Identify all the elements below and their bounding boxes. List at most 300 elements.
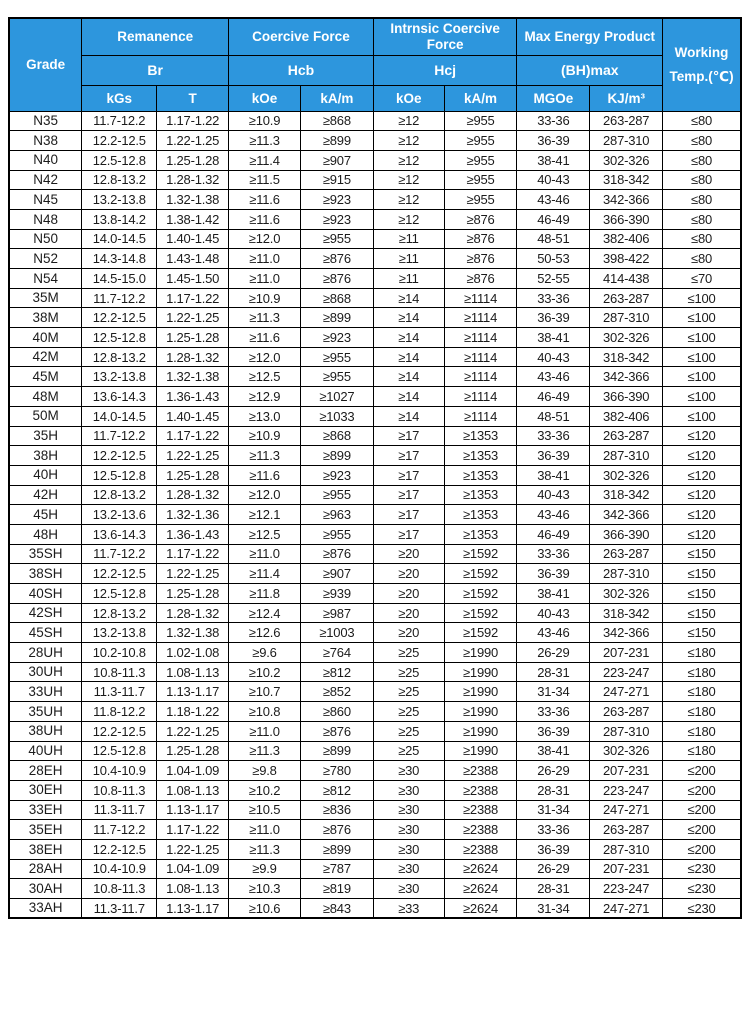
value-cell: ≤80: [663, 170, 741, 190]
value-cell: ≥11.4: [229, 150, 301, 170]
value-cell: 287-310: [590, 446, 663, 466]
working-temp-line2: Temp.(℃): [669, 69, 734, 85]
unit-bhmax-mgoe: MGOe: [517, 85, 590, 111]
symbol-bhmax: (BH)max: [517, 55, 663, 85]
value-cell: 31-34: [517, 800, 590, 820]
value-cell: ≥955: [444, 150, 517, 170]
value-cell: 12.2-12.5: [82, 308, 157, 328]
value-cell: 366-390: [590, 524, 663, 544]
value-cell: ≥923: [300, 465, 373, 485]
value-cell: 40-43: [517, 485, 590, 505]
value-cell: ≥876: [444, 249, 517, 269]
value-cell: ≥12.9: [229, 387, 301, 407]
value-cell: 11.7-12.2: [82, 111, 157, 131]
value-cell: ≤80: [663, 249, 741, 269]
value-cell: ≥1990: [444, 662, 517, 682]
value-cell: ≥1114: [444, 387, 517, 407]
value-cell: ≤100: [663, 308, 741, 328]
value-cell: ≥10.9: [229, 288, 301, 308]
value-cell: ≥955: [444, 111, 517, 131]
value-cell: ≥11.0: [229, 721, 301, 741]
value-cell: ≥2388: [444, 839, 517, 859]
table-row: [9, 111, 741, 131]
grade-cell: N50: [9, 229, 82, 249]
grade-cell: 38EH: [9, 839, 82, 859]
value-cell: ≤100: [663, 406, 741, 426]
value-cell: ≥13.0: [229, 406, 301, 426]
col-group-remanence: Remanence: [82, 18, 229, 55]
value-cell: 1.25-1.28: [157, 741, 229, 761]
value-cell: ≤120: [663, 446, 741, 466]
value-cell: ≥1353: [444, 446, 517, 466]
value-cell: 223-247: [590, 780, 663, 800]
value-cell: ≥764: [300, 643, 373, 663]
value-cell: 12.5-12.8: [82, 465, 157, 485]
value-cell: ≥14: [373, 406, 444, 426]
value-cell: ≥1990: [444, 643, 517, 663]
col-group-intrinsic-coercive-force: Intrnsic Coercive Force: [373, 18, 517, 55]
grade-cell: 28UH: [9, 643, 82, 663]
value-cell: 1.38-1.42: [157, 209, 229, 229]
value-cell: ≥2388: [444, 761, 517, 781]
table-row: [9, 879, 741, 899]
table-row: [9, 800, 741, 820]
value-cell: ≥2624: [444, 859, 517, 879]
value-cell: 1.32-1.38: [157, 190, 229, 210]
value-cell: ≥876: [300, 249, 373, 269]
value-cell: ≥14: [373, 387, 444, 407]
value-cell: ≥25: [373, 662, 444, 682]
value-cell: 247-271: [590, 800, 663, 820]
value-cell: 46-49: [517, 209, 590, 229]
grade-cell: 33UH: [9, 682, 82, 702]
value-cell: ≥923: [300, 328, 373, 348]
value-cell: ≤150: [663, 564, 741, 584]
value-cell: 12.5-12.8: [82, 741, 157, 761]
value-cell: 1.36-1.43: [157, 524, 229, 544]
value-cell: ≥955: [300, 524, 373, 544]
value-cell: 1.40-1.45: [157, 406, 229, 426]
table-row: [9, 269, 741, 289]
value-cell: ≤100: [663, 367, 741, 387]
value-cell: ≥1114: [444, 347, 517, 367]
value-cell: ≥30: [373, 820, 444, 840]
value-cell: 36-39: [517, 308, 590, 328]
value-cell: 398-422: [590, 249, 663, 269]
value-cell: ≤100: [663, 288, 741, 308]
grade-cell: 35SH: [9, 544, 82, 564]
value-cell: ≤200: [663, 800, 741, 820]
table-row: [9, 643, 741, 663]
value-cell: ≥10.9: [229, 111, 301, 131]
value-cell: ≥1033: [300, 406, 373, 426]
value-cell: 38-41: [517, 584, 590, 604]
value-cell: ≥12.5: [229, 367, 301, 387]
value-cell: 12.2-12.5: [82, 839, 157, 859]
value-cell: 26-29: [517, 859, 590, 879]
value-cell: 287-310: [590, 131, 663, 151]
value-cell: ≥12.6: [229, 623, 301, 643]
grade-cell: 35H: [9, 426, 82, 446]
value-cell: ≥955: [300, 367, 373, 387]
table-row: [9, 308, 741, 328]
value-cell: ≥1353: [444, 524, 517, 544]
value-cell: ≤120: [663, 485, 741, 505]
value-cell: 36-39: [517, 839, 590, 859]
value-cell: 1.45-1.50: [157, 269, 229, 289]
value-cell: 1.28-1.32: [157, 170, 229, 190]
value-cell: ≤150: [663, 584, 741, 604]
value-cell: 263-287: [590, 111, 663, 131]
value-cell: ≥20: [373, 564, 444, 584]
value-cell: ≥1592: [444, 603, 517, 623]
value-cell: 43-46: [517, 367, 590, 387]
value-cell: ≤180: [663, 643, 741, 663]
value-cell: 1.18-1.22: [157, 702, 229, 722]
table-row: [9, 584, 741, 604]
value-cell: 38-41: [517, 741, 590, 761]
value-cell: ≥11.8: [229, 584, 301, 604]
value-cell: ≥963: [300, 505, 373, 525]
value-cell: 12.2-12.5: [82, 131, 157, 151]
value-cell: ≤150: [663, 603, 741, 623]
unit-hcj-koe: kOe: [373, 85, 444, 111]
grade-cell: 42M: [9, 347, 82, 367]
table-row: [9, 761, 741, 781]
value-cell: ≥1114: [444, 308, 517, 328]
value-cell: 263-287: [590, 820, 663, 840]
grade-cell: 35UH: [9, 702, 82, 722]
value-cell: ≥25: [373, 682, 444, 702]
value-cell: ≥1353: [444, 465, 517, 485]
value-cell: ≥1592: [444, 564, 517, 584]
value-cell: ≥10.2: [229, 780, 301, 800]
value-cell: 31-34: [517, 682, 590, 702]
value-cell: ≥11.3: [229, 308, 301, 328]
value-cell: 14.3-14.8: [82, 249, 157, 269]
value-cell: 10.4-10.9: [82, 859, 157, 879]
value-cell: ≥10.2: [229, 662, 301, 682]
value-cell: 287-310: [590, 308, 663, 328]
value-cell: ≥17: [373, 505, 444, 525]
value-cell: 247-271: [590, 899, 663, 919]
value-cell: ≥17: [373, 446, 444, 466]
table-row: [9, 170, 741, 190]
value-cell: 43-46: [517, 505, 590, 525]
grade-cell: 40H: [9, 465, 82, 485]
value-cell: ≥876: [300, 269, 373, 289]
value-cell: ≥2388: [444, 780, 517, 800]
value-cell: ≥852: [300, 682, 373, 702]
value-cell: 1.32-1.36: [157, 505, 229, 525]
value-cell: ≤180: [663, 721, 741, 741]
value-cell: 1.25-1.28: [157, 465, 229, 485]
table-row: [9, 347, 741, 367]
value-cell: 1.13-1.17: [157, 800, 229, 820]
table-row: [9, 682, 741, 702]
value-cell: 14.0-14.5: [82, 229, 157, 249]
value-cell: ≥25: [373, 643, 444, 663]
value-cell: ≥12.0: [229, 229, 301, 249]
grade-cell: 40M: [9, 328, 82, 348]
value-cell: 1.36-1.43: [157, 387, 229, 407]
value-cell: ≥876: [444, 269, 517, 289]
value-cell: 318-342: [590, 170, 663, 190]
value-cell: ≥17: [373, 426, 444, 446]
value-cell: ≥2388: [444, 800, 517, 820]
table-row: [9, 150, 741, 170]
value-cell: ≥955: [300, 229, 373, 249]
value-cell: 11.3-11.7: [82, 682, 157, 702]
value-cell: ≤230: [663, 879, 741, 899]
grade-cell: 45H: [9, 505, 82, 525]
value-cell: 43-46: [517, 623, 590, 643]
value-cell: 13.2-13.8: [82, 367, 157, 387]
grade-cell: N48: [9, 209, 82, 229]
value-cell: ≥11: [373, 229, 444, 249]
value-cell: ≤180: [663, 702, 741, 722]
value-cell: 12.5-12.8: [82, 150, 157, 170]
grade-cell: 48H: [9, 524, 82, 544]
table-row: [9, 662, 741, 682]
grade-cell: N54: [9, 269, 82, 289]
value-cell: ≥14: [373, 347, 444, 367]
value-cell: ≤180: [663, 741, 741, 761]
value-cell: ≤200: [663, 839, 741, 859]
magnet-grades-tbody: [9, 111, 741, 918]
value-cell: ≥899: [300, 131, 373, 151]
value-cell: 302-326: [590, 584, 663, 604]
value-cell: 11.7-12.2: [82, 426, 157, 446]
value-cell: ≥1592: [444, 623, 517, 643]
value-cell: ≥11.4: [229, 564, 301, 584]
value-cell: ≤120: [663, 426, 741, 446]
table-row: [9, 387, 741, 407]
value-cell: 28-31: [517, 780, 590, 800]
value-cell: 1.22-1.25: [157, 131, 229, 151]
value-cell: 48-51: [517, 406, 590, 426]
unit-br-kgs: kGs: [82, 85, 157, 111]
value-cell: ≥2388: [444, 820, 517, 840]
value-cell: 287-310: [590, 564, 663, 584]
table-row: [9, 741, 741, 761]
value-cell: ≥876: [444, 209, 517, 229]
grade-cell: 33AH: [9, 899, 82, 919]
value-cell: ≥987: [300, 603, 373, 623]
value-cell: 12.5-12.8: [82, 328, 157, 348]
value-cell: ≥12.0: [229, 485, 301, 505]
value-cell: 1.13-1.17: [157, 899, 229, 919]
value-cell: 318-342: [590, 603, 663, 623]
value-cell: ≥1592: [444, 544, 517, 564]
value-cell: 1.17-1.22: [157, 111, 229, 131]
value-cell: ≥11.6: [229, 209, 301, 229]
value-cell: ≥923: [300, 190, 373, 210]
value-cell: ≥12: [373, 131, 444, 151]
table-row: [9, 544, 741, 564]
value-cell: ≥876: [444, 229, 517, 249]
value-cell: ≥2624: [444, 879, 517, 899]
value-cell: 11.8-12.2: [82, 702, 157, 722]
value-cell: ≥10.7: [229, 682, 301, 702]
value-cell: 1.08-1.13: [157, 879, 229, 899]
grade-cell: 38H: [9, 446, 82, 466]
value-cell: 14.0-14.5: [82, 406, 157, 426]
grade-cell: N42: [9, 170, 82, 190]
header-row-symbols: [9, 55, 741, 85]
value-cell: 11.7-12.2: [82, 544, 157, 564]
table-row: [9, 820, 741, 840]
value-cell: 1.25-1.28: [157, 328, 229, 348]
value-cell: 263-287: [590, 544, 663, 564]
value-cell: 287-310: [590, 839, 663, 859]
col-group-max-energy-product: Max Energy Product: [517, 18, 663, 55]
value-cell: ≥955: [444, 170, 517, 190]
value-cell: ≥25: [373, 721, 444, 741]
value-cell: 38-41: [517, 150, 590, 170]
value-cell: ≥20: [373, 544, 444, 564]
grade-cell: N40: [9, 150, 82, 170]
value-cell: ≥812: [300, 780, 373, 800]
grade-cell: 38SH: [9, 564, 82, 584]
value-cell: ≥955: [300, 485, 373, 505]
value-cell: ≤80: [663, 131, 741, 151]
value-cell: ≥1114: [444, 288, 517, 308]
header-row-groups: [9, 18, 741, 55]
table-row: [9, 524, 741, 544]
value-cell: ≥11: [373, 269, 444, 289]
value-cell: 13.2-13.6: [82, 505, 157, 525]
table-row: [9, 839, 741, 859]
value-cell: ≥907: [300, 150, 373, 170]
value-cell: 12.2-12.5: [82, 446, 157, 466]
value-cell: 223-247: [590, 662, 663, 682]
value-cell: 223-247: [590, 879, 663, 899]
table-row: [9, 721, 741, 741]
value-cell: ≥12.4: [229, 603, 301, 623]
value-cell: 342-366: [590, 623, 663, 643]
grade-cell: 45M: [9, 367, 82, 387]
value-cell: ≤80: [663, 209, 741, 229]
value-cell: ≥11.3: [229, 839, 301, 859]
value-cell: ≤80: [663, 111, 741, 131]
value-cell: 10.4-10.9: [82, 761, 157, 781]
value-cell: 366-390: [590, 387, 663, 407]
value-cell: 43-46: [517, 190, 590, 210]
value-cell: ≥923: [300, 209, 373, 229]
value-cell: ≥899: [300, 446, 373, 466]
grade-cell: 28AH: [9, 859, 82, 879]
table-row: [9, 505, 741, 525]
value-cell: ≥30: [373, 839, 444, 859]
value-cell: 33-36: [517, 426, 590, 446]
grade-cell: 48M: [9, 387, 82, 407]
value-cell: ≥1990: [444, 721, 517, 741]
grade-cell: N52: [9, 249, 82, 269]
grade-cell: 33EH: [9, 800, 82, 820]
value-cell: 414-438: [590, 269, 663, 289]
value-cell: ≥9.8: [229, 761, 301, 781]
value-cell: 31-34: [517, 899, 590, 919]
grade-cell: 38UH: [9, 721, 82, 741]
value-cell: 1.28-1.32: [157, 485, 229, 505]
value-cell: ≥1990: [444, 741, 517, 761]
value-cell: 318-342: [590, 347, 663, 367]
value-cell: ≥11.0: [229, 544, 301, 564]
value-cell: ≥899: [300, 839, 373, 859]
value-cell: 1.17-1.22: [157, 426, 229, 446]
value-cell: 33-36: [517, 702, 590, 722]
table-row: [9, 780, 741, 800]
value-cell: 33-36: [517, 288, 590, 308]
value-cell: ≥868: [300, 111, 373, 131]
value-cell: ≥11.6: [229, 190, 301, 210]
value-cell: ≥915: [300, 170, 373, 190]
table-row: [9, 603, 741, 623]
value-cell: ≥11.6: [229, 328, 301, 348]
table-row: [9, 249, 741, 269]
value-cell: 12.5-12.8: [82, 584, 157, 604]
value-cell: ≥955: [300, 347, 373, 367]
value-cell: 1.32-1.38: [157, 367, 229, 387]
table-row: [9, 446, 741, 466]
value-cell: 263-287: [590, 426, 663, 446]
value-cell: ≥17: [373, 485, 444, 505]
value-cell: ≥955: [444, 131, 517, 151]
table-row: [9, 406, 741, 426]
value-cell: 33-36: [517, 820, 590, 840]
table-row: [9, 485, 741, 505]
value-cell: ≥20: [373, 603, 444, 623]
value-cell: ≥899: [300, 741, 373, 761]
value-cell: ≥14: [373, 308, 444, 328]
grade-cell: 30EH: [9, 780, 82, 800]
value-cell: ≥12: [373, 209, 444, 229]
value-cell: ≥11.0: [229, 269, 301, 289]
value-cell: 1.28-1.32: [157, 603, 229, 623]
value-cell: ≥14: [373, 288, 444, 308]
value-cell: 287-310: [590, 721, 663, 741]
value-cell: ≥30: [373, 761, 444, 781]
value-cell: 1.28-1.32: [157, 347, 229, 367]
value-cell: 12.8-13.2: [82, 485, 157, 505]
value-cell: ≥20: [373, 623, 444, 643]
value-cell: 12.8-13.2: [82, 170, 157, 190]
value-cell: 46-49: [517, 387, 590, 407]
value-cell: 1.43-1.48: [157, 249, 229, 269]
value-cell: 1.32-1.38: [157, 623, 229, 643]
col-group-coercive-force: Coercive Force: [229, 18, 374, 55]
value-cell: ≥14: [373, 328, 444, 348]
table-header: [9, 18, 741, 111]
value-cell: ≥10.8: [229, 702, 301, 722]
value-cell: ≥876: [300, 721, 373, 741]
value-cell: ≥10.5: [229, 800, 301, 820]
value-cell: ≥11.5: [229, 170, 301, 190]
table-row: [9, 367, 741, 387]
value-cell: ≥899: [300, 308, 373, 328]
working-temp-line1: Working: [674, 44, 729, 60]
value-cell: 36-39: [517, 564, 590, 584]
grade-cell: N38: [9, 131, 82, 151]
value-cell: 11.3-11.7: [82, 899, 157, 919]
value-cell: ≤80: [663, 150, 741, 170]
value-cell: 11.7-12.2: [82, 820, 157, 840]
value-cell: 1.22-1.25: [157, 446, 229, 466]
value-cell: 382-406: [590, 406, 663, 426]
symbol-hcj: Hcj: [373, 55, 517, 85]
value-cell: 13.2-13.8: [82, 623, 157, 643]
